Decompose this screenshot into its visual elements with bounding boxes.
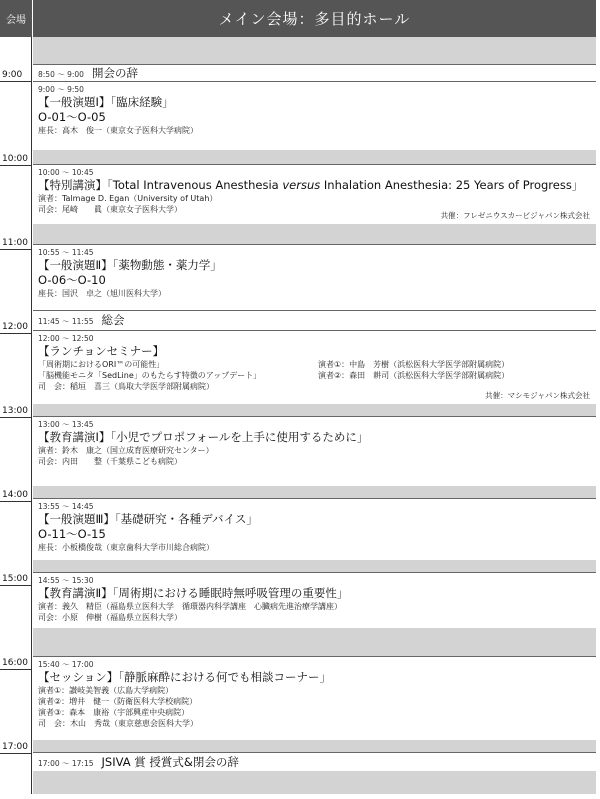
talk-title: 「周術期におけるORI™の可能性」 <box>38 360 165 369</box>
hour-marker: 17:00 <box>0 753 31 754</box>
session-title: 【特別講演】「Total Intravenous Anesthesia versus Inhalation Anesthesia: 25 Years of Progress」 <box>38 178 584 192</box>
session-chair: 司 会：稲垣 喜三（鳥取大学医学部附属病院） <box>38 382 214 391</box>
session-general-1 <box>33 81 596 150</box>
session-chair: 司会：小原 伸樹（福島県立医科大学） <box>38 613 182 622</box>
session-education-1 <box>33 416 596 486</box>
hour-marker: 15:00 <box>0 585 31 586</box>
session-chair: 座長：国沢 卓之（旭川医科大学） <box>38 289 166 298</box>
session-title: JSIVA 賞 授賞式&閉会の辞 <box>101 755 239 769</box>
session-chair: 司 会：木山 秀哉（東京慈恵会医科大学） <box>38 719 198 728</box>
hour-marker: 13:00 <box>0 417 31 418</box>
session-sponsor: 共催：マシモジャパン株式会社 <box>485 391 590 400</box>
session-time: 13:00 ～ 13:45 <box>38 420 94 429</box>
session-time: 10:55 ～ 11:45 <box>38 248 94 257</box>
session-chair: 座長：高木 俊一（東京女子医科大学病院） <box>38 126 198 135</box>
session-time: 8:50 ～ 9:00 <box>38 70 84 79</box>
session-title: 【教育講演Ⅰ】「小児でプロポフォールを上手に使用するために」 <box>38 430 369 444</box>
talk-title: 「脳機能モニタ「SedLine」のもたらす特徴のアップデート」 <box>38 371 262 380</box>
session-general-2 <box>33 244 596 310</box>
abstract-codes: O-11〜O-15 <box>38 527 106 541</box>
break-band <box>33 37 596 64</box>
session-title: 【教育講演Ⅱ】「周術期における睡眠時無呼吸管理の重要性」 <box>38 586 349 600</box>
hour-marker: 14:00 <box>0 501 31 502</box>
session-education-2 <box>33 572 596 628</box>
session-title: 開会の辞 <box>91 66 138 80</box>
session-title: 【一般演題Ⅱ】「薬物動態・薬力学」 <box>38 258 222 272</box>
session-title: 【一般演題Ⅰ】「臨床経験」 <box>38 95 174 109</box>
break-band <box>33 150 596 164</box>
break-band <box>33 628 596 656</box>
session-luncheon-seminar <box>33 330 596 404</box>
session-speaker: 演者：鈴木 康之（国立成育医療研究センター） <box>38 446 214 455</box>
break-band <box>33 404 596 416</box>
session-time: 12:00 ～ 12:50 <box>38 334 94 343</box>
session-speaker: 演者③：森本 康裕（宇部興産中央病院） <box>38 708 190 717</box>
hour-marker: 16:00 <box>0 669 31 670</box>
session-chair: 司会：尾崎 眞（東京女子医科大学） <box>38 205 182 214</box>
session-title: 【セッション】「静脈麻酔における何でも相談コーナー」 <box>38 670 332 684</box>
session-title: 【一般演題Ⅲ】「基礎研究・各種デバイス」 <box>38 512 258 526</box>
session-consultation-corner <box>33 656 596 740</box>
hour-marker: 11:00 <box>0 249 31 250</box>
hour-marker: 12:00 <box>0 333 31 334</box>
session-speaker: 演者②：森田 耕司（浜松医科大学医学部附属病院） <box>318 371 510 380</box>
abstract-codes: O-06〜O-10 <box>38 273 106 287</box>
session-sponsor: 共催：フレゼニウスカービジャパン株式会社 <box>440 211 590 220</box>
session-speaker: 演者：義久 精臣（福島県立医科大学 循環器内科学講座 心臓病先進治療学講座） <box>38 602 342 611</box>
session-title: 総会 <box>101 313 125 327</box>
break-band <box>33 771 596 794</box>
session-closing <box>33 752 596 771</box>
break-band <box>33 560 596 572</box>
venue-header-title: メイン会場：多目的ホール <box>33 0 596 37</box>
break-band <box>33 486 596 498</box>
session-time: 9:00 ～ 9:50 <box>38 85 84 94</box>
session-time: 17:00 ～ 17:15 <box>38 759 94 768</box>
hour-marker: 9:00 <box>0 81 31 82</box>
timeline-axis <box>31 37 32 794</box>
session-chair: 司会：内田 整（千葉県こども病院） <box>38 457 182 466</box>
break-band <box>33 224 596 244</box>
session-speaker: 演者②：増井 健一（防衛医科大学校病院） <box>38 697 198 706</box>
session-special-lecture <box>33 164 596 224</box>
session-speaker: 演者①：中島 芳樹（浜松医科大学医学部附属病院） <box>318 360 510 369</box>
session-opening <box>33 64 596 81</box>
session-time: 13:55 ～ 14:45 <box>38 502 94 511</box>
session-time: 14:55 ～ 15:30 <box>38 576 94 585</box>
abstract-codes: O-01〜O-05 <box>38 110 106 124</box>
session-chair: 座長：小板橋俊哉（東京歯科大学市川総合病院） <box>38 543 214 552</box>
session-time: 11:45 ～ 11:55 <box>38 317 94 326</box>
break-band <box>33 740 596 752</box>
venue-header-label: 会場 <box>0 0 32 37</box>
session-speaker: 演者：Talmage D. Egan（University of Utah） <box>38 194 218 203</box>
session-title: 【ランチョンセミナー】 <box>38 344 165 358</box>
hour-marker: 10:00 <box>0 165 31 166</box>
session-general-3 <box>33 498 596 560</box>
session-time: 10:00 ～ 10:45 <box>38 168 94 177</box>
session-time: 15:40 ～ 17:00 <box>38 660 94 669</box>
session-speaker: 演者①：讃岐美智義（広島大学病院） <box>38 686 174 695</box>
session-general-meeting <box>33 310 596 330</box>
